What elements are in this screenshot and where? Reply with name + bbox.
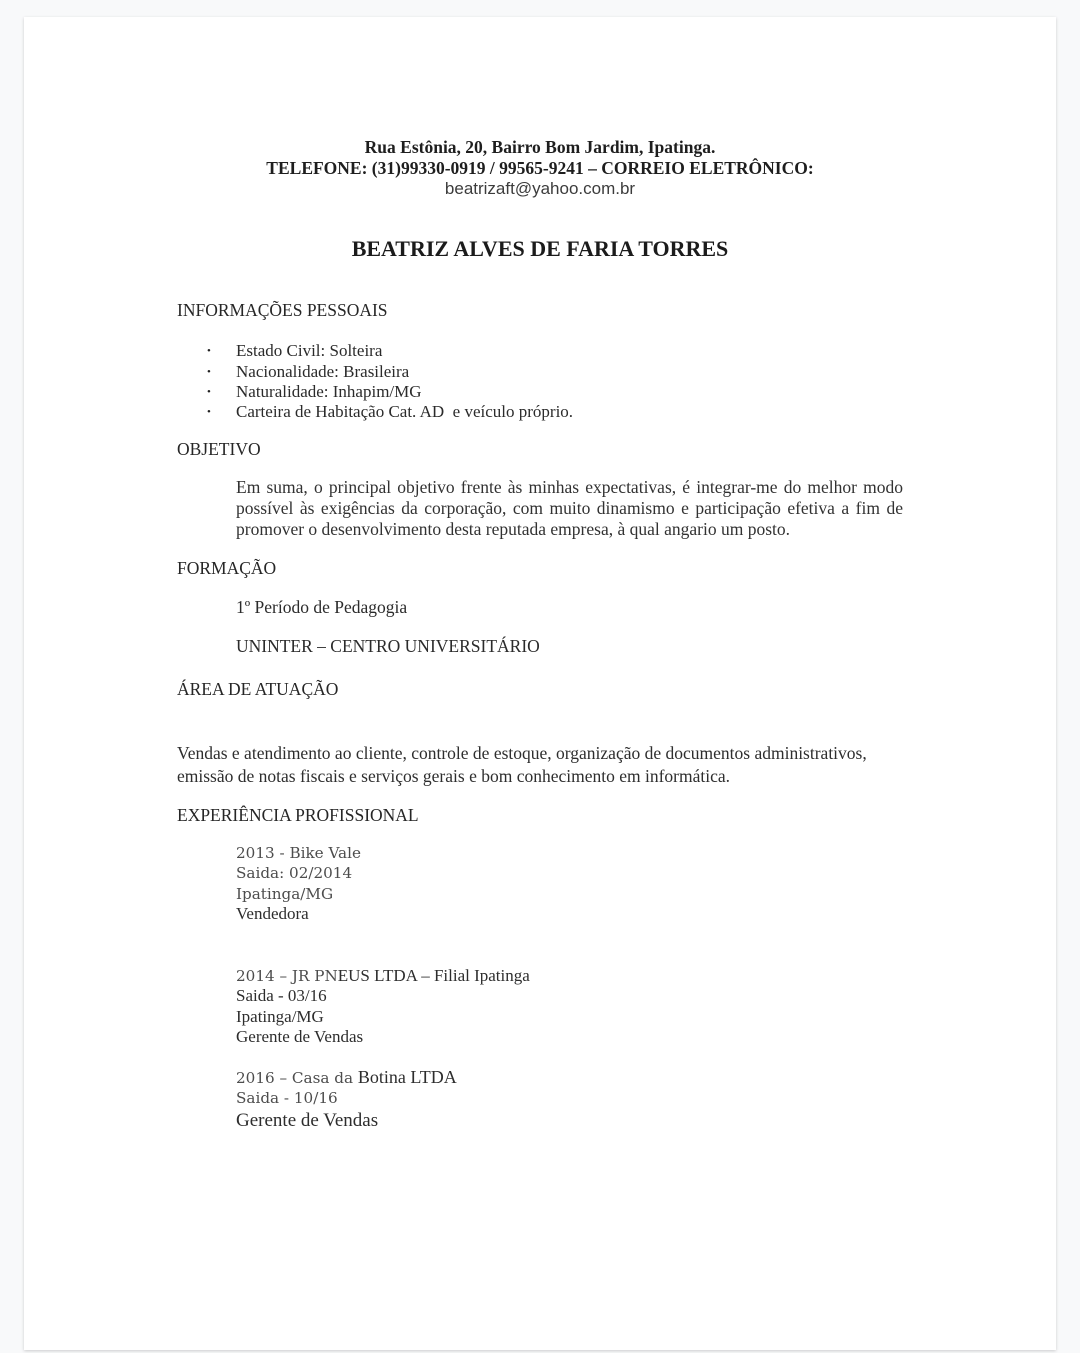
candidate-name: BEATRIZ ALVES DE FARIA TORRES	[351, 236, 729, 262]
job-location: Ipatinga/MG	[236, 884, 334, 903]
job-year-company: 2014 – JR PN	[236, 966, 338, 985]
list-item-text: Naturalidade: Inhapim/MG	[236, 381, 422, 401]
job-line	[236, 1007, 903, 1028]
education-item: UNINTER – CENTRO UNIVERSITÁRIO	[236, 635, 540, 656]
job-entry	[236, 966, 903, 1048]
job-role: Gerente de Vendas	[236, 1109, 379, 1131]
job-line	[236, 1109, 903, 1133]
section-title-area: ÁREA DE ATUAÇÃO	[177, 678, 339, 699]
job-line	[236, 1088, 903, 1109]
area-paragraph: Vendas e atendimento ao cliente, controle de estoque, organização de documentos administrativos, emissão de notas fiscais e serviços gerais e bom conhecimento em informática.	[177, 742, 867, 786]
section-personal-info	[177, 300, 903, 422]
resume-header	[177, 137, 903, 199]
email-text: beatrizaft@yahoo.com.br	[444, 178, 636, 198]
job-exit-date: Saida - 10/16	[236, 1089, 338, 1108]
job-line: 2014 – JR PNEUS LTDA – Filial Ipatinga	[236, 965, 530, 985]
section-education	[177, 558, 903, 657]
objective-paragraph: Em suma, o principal objetivo frente às minhas expectativas, é integrar-me do melhor modo possível às exigências da corporação, com muito dinamismo e participação efetiva a fim de promover o desenvolvimento desta reputada empresa, à qual angario um posto.	[236, 477, 903, 539]
section-experience	[177, 805, 903, 1133]
list-item-text: Nacionalidade: Brasileira	[236, 361, 410, 381]
bullet-icon: •	[207, 365, 211, 378]
job-line	[236, 884, 903, 905]
list-item	[177, 341, 903, 361]
job-exit-date: Saida - 03/16	[236, 986, 327, 1006]
bullet-icon: •	[207, 345, 211, 358]
section-title-experience: EXPERIÊNCIA PROFISSIONAL	[177, 804, 419, 825]
job-role: Vendedora	[236, 904, 309, 924]
job-year-company: 2013 - Bike Vale	[236, 843, 361, 862]
section-title-education: FORMAÇÃO	[177, 557, 277, 578]
section-title-objective: OBJETIVO	[177, 439, 261, 460]
job-exit-date: Saida: 02/2014	[236, 864, 353, 883]
bullet-icon: •	[207, 385, 211, 398]
resume-page	[24, 17, 1056, 1350]
contact-phone-email-line: TELEFONE: (31)99330-0919 / 99565-9241 – CORREIO ELETRÔNICO:	[266, 157, 814, 178]
job-location: Ipatinga/MG	[236, 1006, 324, 1026]
list-item-text: Carteira de Habitação Cat. AD e veículo próprio.	[236, 402, 574, 421]
list-item	[177, 402, 903, 422]
section-objective	[177, 439, 903, 539]
job-line	[236, 904, 903, 925]
education-item: 1º Período de Pedagogia	[236, 596, 408, 617]
personal-info-list	[177, 341, 903, 422]
job-entry	[236, 843, 903, 925]
section-area	[177, 679, 903, 788]
job-year-company: 2016 – Casa da	[236, 1068, 358, 1087]
job-line	[236, 986, 903, 1007]
list-item-text: Estado Civil: Solteira	[236, 341, 383, 361]
job-line	[236, 863, 903, 884]
job-line	[236, 843, 903, 864]
job-line: 2016 – Casa da Botina LTDA	[236, 1066, 457, 1087]
bullet-icon: •	[207, 406, 211, 418]
job-entry	[236, 1067, 903, 1133]
address-line: Rua Estônia, 20, Bairro Bom Jardim, Ipatinga.	[364, 137, 716, 157]
job-role: Gerente de Vendas	[236, 1027, 364, 1047]
list-item	[177, 382, 903, 402]
list-item	[177, 362, 903, 382]
job-line	[236, 1027, 903, 1048]
section-title-personal-info: INFORMAÇÕES PESSOAIS	[177, 300, 388, 321]
